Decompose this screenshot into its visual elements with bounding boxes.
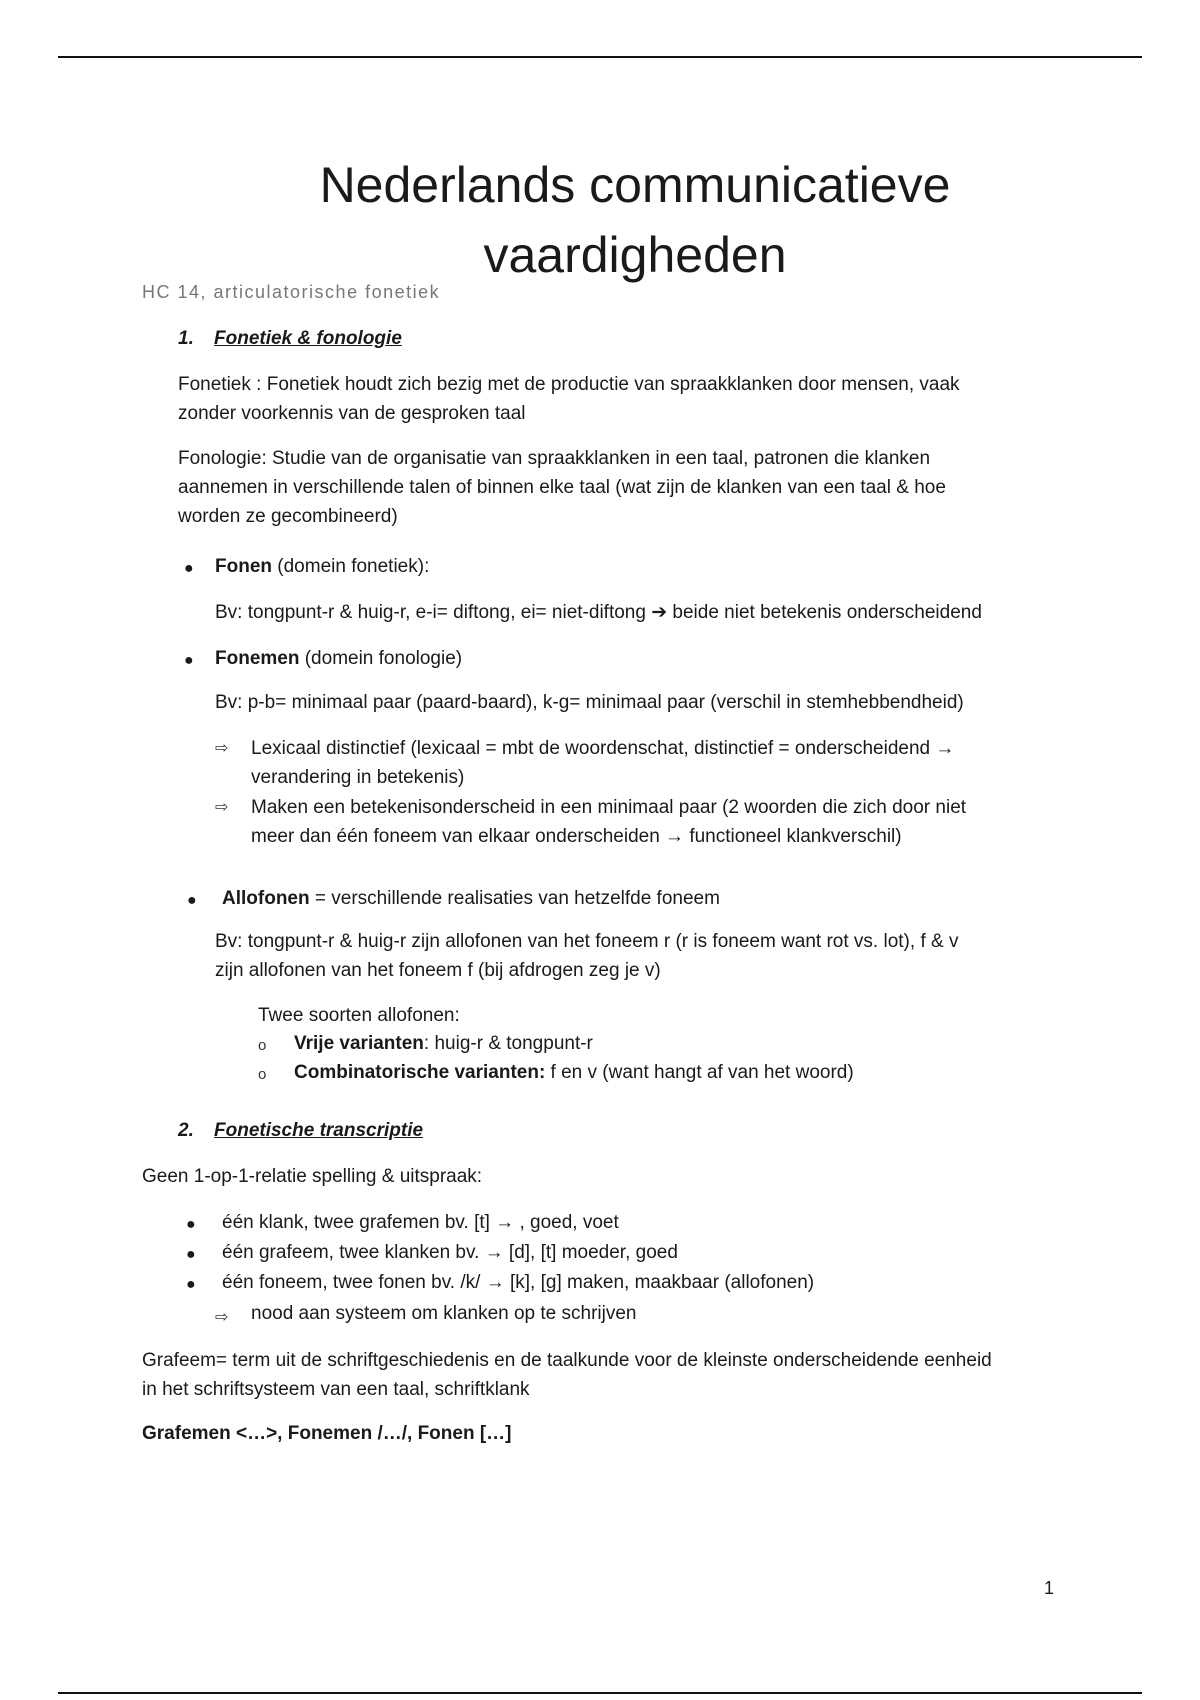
bullet-dot: ● <box>184 652 194 669</box>
arrow-bullet-icon: ⇨ <box>215 799 229 816</box>
fonetiek-line-1: Fonetiek : Fonetiek houdt zich bezig met de productie van spraakklanken door mensen, vaak <box>178 374 960 395</box>
combinatorische-varianten-item <box>294 1062 854 1084</box>
vrije-varianten-item <box>294 1033 593 1055</box>
allofonen-example-line-1: Bv: tongpunt-r & huig-r zijn allofonen van het foneem r (r is foneem want rot vs. lot), f & v <box>215 931 959 952</box>
section-2-title: Fonetische transcriptie <box>214 1120 424 1141</box>
grafeem-line-2: in het schriftsysteem van een taal, schriftklank <box>142 1379 530 1400</box>
title-line-2: vaardigheden <box>483 227 787 283</box>
arrow-bullet-icon: ⇨ <box>215 740 229 757</box>
bullet-dot: ● <box>186 1216 196 1233</box>
sub-item-1-line-2: verandering in betekenis) <box>251 767 465 788</box>
transcription-bullet-2: één grafeem, twee klanken bv. → [d], [t] moeder, goed <box>222 1242 678 1263</box>
allofonen-term: Allofonen <box>222 888 310 909</box>
sub-item-2-line-1: Maken een betekenisonderscheid in een minimaal paar (2 woorden die zich door niet <box>251 797 967 818</box>
sub-item-1-line-1: Lexicaal distinctief (lexicaal = mbt de woordenschat, distinctief = onderscheidend → <box>251 738 955 759</box>
section-2-intro: Geen 1-op-1-relatie spelling & uitspraak: <box>142 1166 483 1187</box>
document-title <box>0 150 1200 290</box>
vrije-term: Vrije varianten <box>294 1033 424 1054</box>
bullet-dot: ● <box>187 892 197 909</box>
section-1-heading <box>178 328 402 350</box>
fonen-rest: (domein fonetiek): <box>272 556 430 577</box>
arrow-bullet-icon: ⇨ <box>215 1309 229 1326</box>
bullet-dot: ● <box>186 1246 196 1263</box>
fonologie-line-1: Fonologie: Studie van de organisatie van spraakklanken in een taal, patronen die klanken <box>178 448 931 469</box>
fonologie-line-3: worden ze gecombineerd) <box>178 506 398 527</box>
section-2-heading <box>178 1120 423 1142</box>
bullet-dot: ● <box>186 1276 196 1293</box>
fonen-term: Fonen <box>215 556 272 577</box>
soorten-intro: Twee soorten allofonen: <box>258 1005 460 1026</box>
transcription-bullet-3: één foneem, twee fonen bv. /k/ → [k], [g] maken, maakbaar (allofonen) <box>222 1272 815 1293</box>
circle-bullet-icon: o <box>258 1037 267 1054</box>
vrije-rest: : huig-r & tongpunt-r <box>423 1033 593 1054</box>
section-2-number: 2. <box>178 1120 194 1141</box>
allofonen-example <box>215 927 958 985</box>
fonen-item <box>215 556 429 578</box>
fonen-example: Bv: tongpunt-r & huig-r, e-i= diftong, ei= niet-diftong ➔ beide niet betekenis onderscheidend <box>215 602 982 623</box>
sub-item-2-line-2: meer dan één foneem van elkaar onderscheiden → functioneel klankverschil) <box>251 826 902 847</box>
allofonen-item <box>222 888 720 910</box>
section-1-number: 1. <box>178 328 194 349</box>
fonemen-item <box>215 648 462 670</box>
fonemen-term: Fonemen <box>215 648 300 669</box>
fonetiek-line-2: zonder voorkennis van de gesproken taal <box>178 403 526 424</box>
subtitle: HC 14, articulatorische fonetiek <box>142 282 441 302</box>
section-1-title: Fonetiek & fonologie <box>214 328 402 349</box>
allofonen-rest: = verschillende realisaties van hetzelfde foneem <box>309 888 720 909</box>
fonemen-rest: (domein fonologie) <box>299 648 463 669</box>
comb-term: Combinatorische varianten: <box>294 1062 546 1083</box>
grafeem-line-1: Grafeem= term uit de schriftgeschiedenis en de taalkunde voor de kleinste onderscheidende eenheid <box>142 1350 992 1371</box>
comb-rest: f en v (want hangt af van het woord) <box>545 1062 854 1083</box>
page-number: 1 <box>1044 1578 1055 1598</box>
fonetiek-definition <box>178 370 960 428</box>
allofonen-example-line-2: zijn allofonen van het foneem f (bij afdrogen zeg je v) <box>215 960 661 981</box>
title-line-1: Nederlands communicatieve <box>319 157 951 213</box>
fonologie-definition <box>178 444 946 531</box>
top-rule <box>58 56 1142 58</box>
grafeem-definition <box>142 1346 992 1404</box>
transcription-bullet-1: één klank, twee grafemen bv. [t] → , goed, voet <box>222 1212 619 1233</box>
bottom-rule <box>58 1692 1142 1694</box>
circle-bullet-icon: o <box>258 1066 267 1083</box>
sub-item-1 <box>251 734 954 792</box>
fonemen-example: Bv: p-b= minimaal paar (paard-baard), k-g= minimaal paar (verschil in stemhebbendheid) <box>215 692 964 713</box>
transcription-arrow-item: nood aan systeem om klanken op te schrijven <box>251 1303 637 1324</box>
bullet-dot: ● <box>184 560 194 577</box>
fonologie-line-2: aannemen in verschillende talen of binnen elke taal (wat zijn de klanken van een taal & hoe <box>178 477 946 498</box>
notation-summary: Grafemen <…>, Fonemen /…/, Fonen […] <box>142 1423 512 1444</box>
sub-item-2 <box>251 793 966 851</box>
